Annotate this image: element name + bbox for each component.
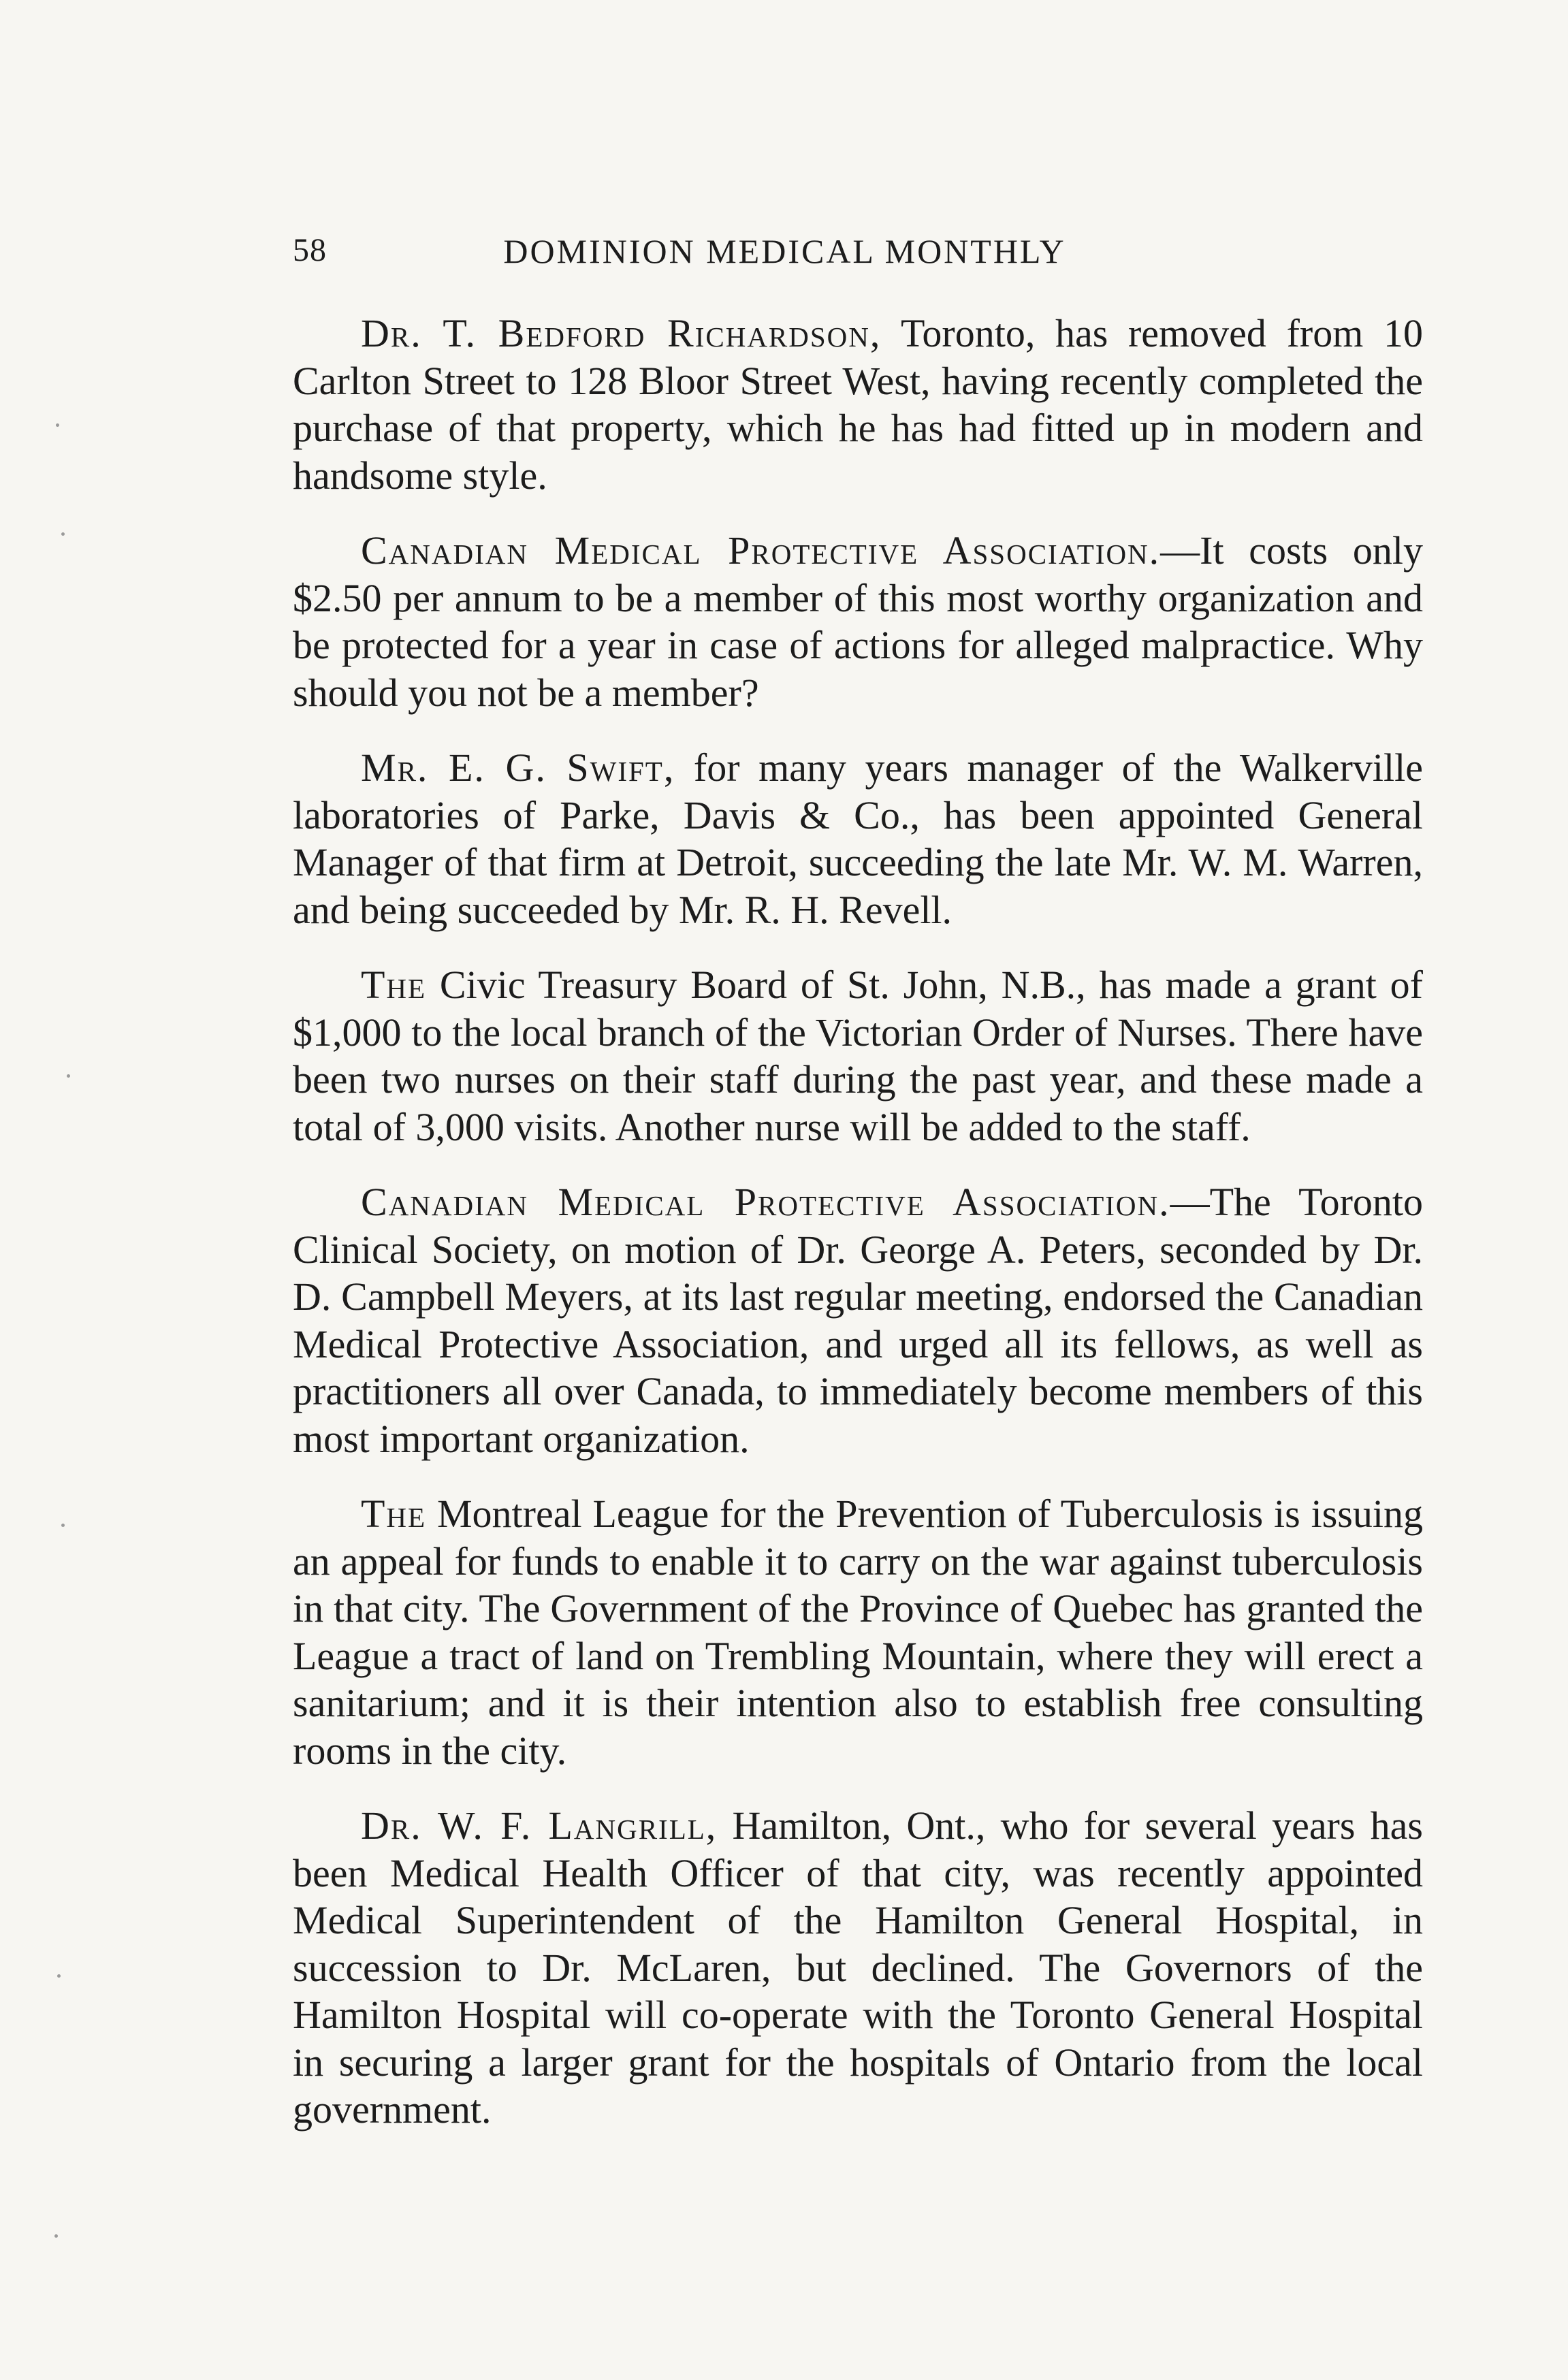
news-item-clinical-society: [293, 1178, 1423, 1462]
margin-speck: [61, 532, 65, 536]
paragraph-lead: Dr. W. F. Langrill,: [361, 1803, 718, 1848]
news-item-swift: [293, 744, 1423, 933]
running-title: DOMINION MEDICAL MONTHLY: [503, 232, 1066, 270]
news-item-langrill: [293, 1802, 1423, 2134]
paragraph-text: Hamilton, Ont., who for several years has been Medical Health Officer of that city, was recently appointed Medical Superintendent of the Hamilton General Hospital, in succession to Dr. McLaren, but declined. The Governors of the Hamilton Hospital will co-operate with the Toronto General Hospital in securing a larger grant for the hospitals of Ontario from the local government.: [293, 1803, 1423, 2132]
page-header: [293, 231, 1277, 279]
margin-speck: [56, 423, 59, 427]
paragraph-lead: The: [361, 963, 427, 1007]
paragraph-text: Toronto, has removed from 10 Carlton Street to 128 Bloor Street West, having recently completed the purchase of that property, which he has had fitted up in modern and handsome style.: [293, 311, 1423, 498]
news-item-victorian-order: [293, 961, 1423, 1151]
margin-speck: [61, 1524, 65, 1527]
paragraph-lead: Dr. T. Bedford Richardson,: [361, 311, 882, 355]
margin-speck: [54, 2234, 58, 2238]
article-body: [293, 310, 1423, 2161]
page-number: 58: [293, 232, 327, 268]
margin-speck: [67, 1074, 70, 1078]
news-item-tuberculosis-league: [293, 1490, 1423, 1774]
paragraph-lead: Mr. E. G. Swift,: [361, 745, 675, 790]
paragraph-lead: Canadian Medical Protective Association.: [361, 1180, 1170, 1224]
paragraph-text: —It costs only $2.50 per annum to be a member of this most worthy organization and be protected for a year in case of actions for alleged malpractice. Why should you not be a member?: [293, 528, 1423, 715]
paragraph-lead: Canadian Medical Protective Association.: [361, 528, 1161, 573]
paragraph-text: Montreal League for the Prevention of Tuberculosis is issuing an appeal for funds to enable it to carry on the war against tuberculosis in that city. The Government of the Province of Quebec has granted the League a tract of land on Trembling Mountain, where they will erect a sanitarium; and it is their intention also to establish free consulting rooms in the city.: [293, 1492, 1423, 1773]
paragraph-text: for many years manager of the Walkerville laboratories of Parke, Davis & Co., has been appointed General Manager of that firm at Detroit, succeeding the late Mr. W. M. Warren, and being succeeded by Mr. R. H. Revell.: [293, 745, 1423, 932]
paragraph-text: Civic Treasury Board of St. John, N.B., has made a grant of $1,000 to the local branch of the Victorian Order of Nurses. There have been two nurses on their staff during the past year, and these made a total of 3,000 visits. Another nurse will be added to the staff.: [293, 963, 1423, 1149]
news-item-richardson: [293, 310, 1423, 499]
paragraph-text: —The Toronto Clinical Society, on motion of Dr. George A. Peters, seconded by Dr. D. Campbell Meyers, at its last regular meeting, endorsed the Canadian Medical Protective Association, and urged all its fellows, as well as practitioners all over Canada, to immediately become members of this most important organization.: [293, 1180, 1423, 1461]
paragraph-lead: The: [361, 1492, 427, 1536]
news-item-protective-association: [293, 527, 1423, 716]
margin-speck: [57, 1974, 61, 1978]
